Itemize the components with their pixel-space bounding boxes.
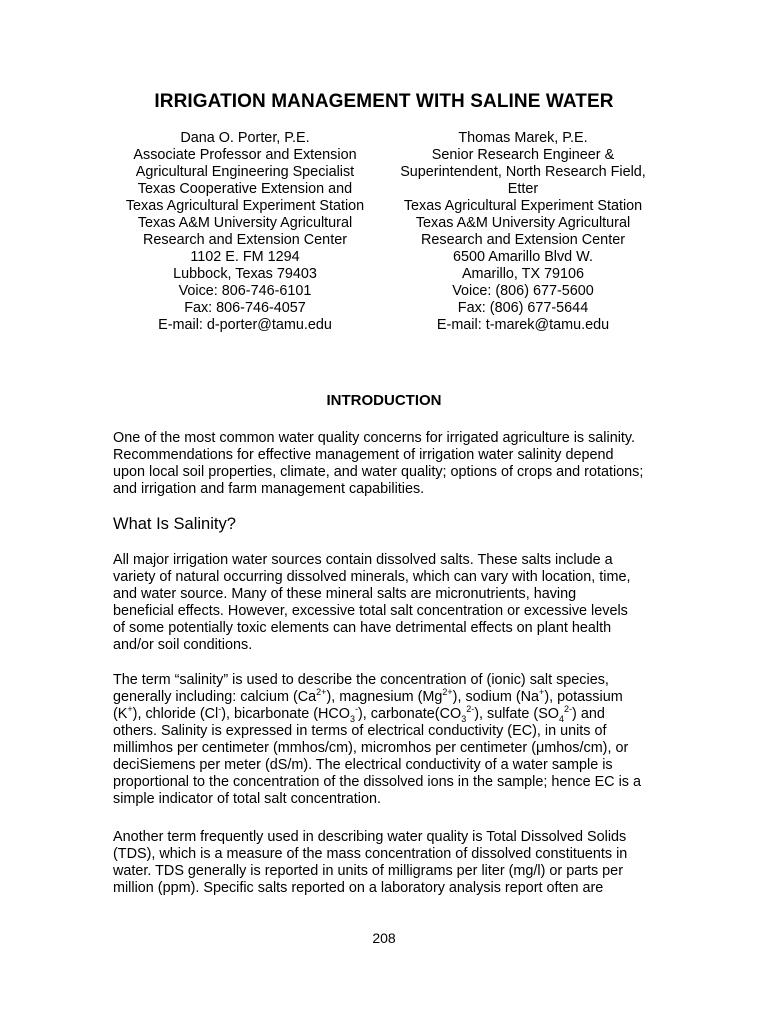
paragraph-line: proportional to the concentration of the dissolved ions in the sample; hence EC is a (113, 774, 641, 790)
author-line: Voice: 806-746-6101 (178, 283, 312, 299)
author-line: Thomas Marek, P.E. (458, 130, 588, 146)
paragraph-line: others. Salinity is expressed in terms of electrical conductivity (EC), in units of (113, 723, 607, 739)
author-block-porter (95, 130, 395, 334)
superscript: 2+ (316, 687, 327, 698)
paragraph-line: simple indicator of total salt concentration. (113, 791, 381, 807)
page-number: 208 (372, 930, 396, 946)
text-run: ), sulfate (SO (474, 706, 560, 722)
text-run: generally including: calcium (Ca (113, 689, 317, 705)
intro-paragraph (113, 430, 673, 498)
superscript: 2+ (442, 687, 453, 698)
author-line: Associate Professor and Extension (133, 147, 357, 163)
author-line: Texas Agricultural Experiment Station (403, 198, 643, 214)
superscript: + (539, 687, 545, 698)
text-run: ) and (572, 706, 605, 722)
paragraph-line: The term “salinity” is used to describe the concentration of (ionic) salt species, (113, 672, 609, 688)
author-line: Etter (507, 181, 539, 197)
text-run: ), chloride (Cl (132, 706, 219, 722)
author-line: Amarillo, TX 79106 (461, 266, 585, 282)
author-line: Fax: (806) 677-5644 (457, 300, 589, 316)
paragraph-line (113, 706, 673, 723)
author-line: Superintendent, North Research Field, (400, 164, 646, 180)
author-line: Texas Cooperative Extension and (137, 181, 353, 197)
author-email: E-mail: t-marek@tamu.edu (436, 317, 610, 333)
subscript: 4 (559, 713, 565, 724)
text-run: ), carbonate(CO (358, 706, 462, 722)
author-line: Research and Extension Center (421, 232, 625, 248)
subscript: 3 (350, 713, 356, 724)
author-line: Agricultural Engineering Specialist (135, 164, 355, 180)
subscript: 3 (461, 713, 467, 724)
paragraph-line (113, 689, 673, 706)
superscript: 2- (466, 704, 475, 715)
paragraph-line: All major irrigation water sources contain dissolved salts. These salts include a (113, 552, 613, 568)
paragraph-line: Another term frequently used in describing water quality is Total Dissolved Solids (113, 829, 627, 845)
tds-paragraph (113, 829, 673, 897)
author-line: 6500 Amarillo Blvd W. (453, 249, 593, 265)
document-title: IRRIGATION MANAGEMENT WITH SALINE WATER (154, 91, 614, 112)
text-run: ), bicarbonate (HCO (221, 706, 350, 722)
text-run: ), magnesium (Mg (326, 689, 443, 705)
text-run: ), sodium (Na (452, 689, 540, 705)
paragraph-line: and water source. Many of these mineral salts are micronutrients, having (113, 586, 577, 602)
superscript: - (218, 704, 222, 715)
superscript: - (355, 704, 359, 715)
author-line: Research and Extension Center (143, 232, 347, 248)
author-line: Texas Agricultural Experiment Station (125, 198, 365, 214)
paragraph-line: and irrigation and farm management capabilities. (113, 481, 425, 497)
salinity-paragraph (113, 552, 673, 654)
paragraph-line: One of the most common water quality concerns for irrigated agriculture is salinity. (113, 430, 636, 446)
text-run: ), potassium (544, 689, 623, 705)
paragraph-line: variety of natural occurring dissolved minerals, which can vary with location, time, (113, 569, 631, 585)
author-line: Dana O. Porter, P.E. (180, 130, 310, 146)
paragraph-line: (TDS), which is a measure of the mass concentration of dissolved constituents in (113, 846, 628, 862)
author-line: Lubbock, Texas 79403 (173, 266, 317, 282)
author-line: 1102 E. FM 1294 (190, 249, 300, 265)
author-line: Voice: (806) 677-5600 (452, 283, 594, 299)
section-subheading: What Is Salinity? (113, 515, 236, 533)
paragraph-line: of some potentially toxic elements can have detrimental effects on plant health (113, 620, 612, 636)
paragraph-line: deciSiemens per meter (dS/m). The electrical conductivity of a water sample is (113, 757, 613, 773)
paragraph-line: upon local soil properties, climate, and water quality; options of crops and rotations; (113, 464, 644, 480)
paragraph-line: million (ppm). Specific salts reported on a laboratory analysis report often are (113, 880, 604, 896)
author-line: Fax: 806-746-4057 (184, 300, 306, 316)
author-line: Texas A&M University Agricultural (137, 215, 353, 231)
author-line: Texas A&M University Agricultural (415, 215, 631, 231)
term-paragraph (113, 672, 673, 808)
author-line: Senior Research Engineer & (431, 147, 615, 163)
introduction-heading: INTRODUCTION (326, 392, 442, 409)
paragraph-line: and/or soil conditions. (113, 637, 253, 653)
author-email: E-mail: d-porter@tamu.edu (158, 317, 332, 333)
paragraph-line: Recommendations for effective management of irrigation water salinity depend (113, 447, 614, 463)
superscript: + (127, 704, 133, 715)
author-block-marek (373, 130, 673, 334)
paragraph-line: water. TDS generally is reported in units of milligrams per liter (mg/l) or parts per (113, 863, 623, 879)
paragraph-line: beneficial effects. However, excessive total salt concentration or excessive levels (113, 603, 628, 619)
text-run: (K (113, 706, 128, 722)
paragraph-line: millimhos per centimeter (mmhos/cm), micromhos per centimeter (μmhos/cm), or (113, 740, 629, 756)
superscript: 2- (564, 704, 573, 715)
